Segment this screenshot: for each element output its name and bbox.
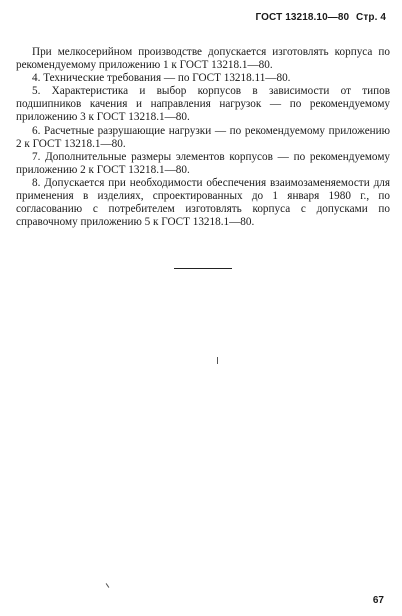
paragraph-item-8: 8. Допускается при необходимости обеспечения взаимозаменяемости для применения в изделиях, спроектированных до 1 января 1980 г., по согласованию с потребителем изготовлять корпуса с допусками по справочному приложению 5 к ГОСТ 13218.1—80.: [16, 176, 390, 229]
document-body: [16, 46, 390, 229]
standard-designation: ГОСТ 13218.10—80: [255, 12, 350, 23]
paragraph-small-batch: При мелкосерийном производстве допускается изготовлять корпуса по рекомендуемому приложению 1 к ГОСТ 13218.1—80.: [16, 46, 390, 72]
section-divider: [174, 268, 232, 269]
scan-speck: [217, 357, 218, 364]
scan-speck: [106, 583, 110, 588]
page-header: [256, 12, 386, 23]
paragraph-item-5: 5. Характеристика и выбор корпусов в зависимости от типов подшипников качения и направления нагрузок — по рекомендуемому приложению 3 к ГОСТ 13218.1—80.: [16, 85, 390, 124]
page-number: 67: [372, 595, 384, 606]
paragraph-item-7: 7. Дополнительные размеры элементов корпусов — по рекомендуемому приложению 2 к ГОСТ 13218.1—80.: [16, 150, 390, 176]
page-label: Стр. 4: [356, 12, 386, 23]
paragraph-item-4: 4. Технические требования — по ГОСТ 13218.11—80.: [32, 72, 291, 85]
paragraph-item-6: 6. Расчетные разрушающие нагрузки — по рекомендуемому приложению 2 к ГОСТ 13218.1—80.: [16, 124, 390, 150]
